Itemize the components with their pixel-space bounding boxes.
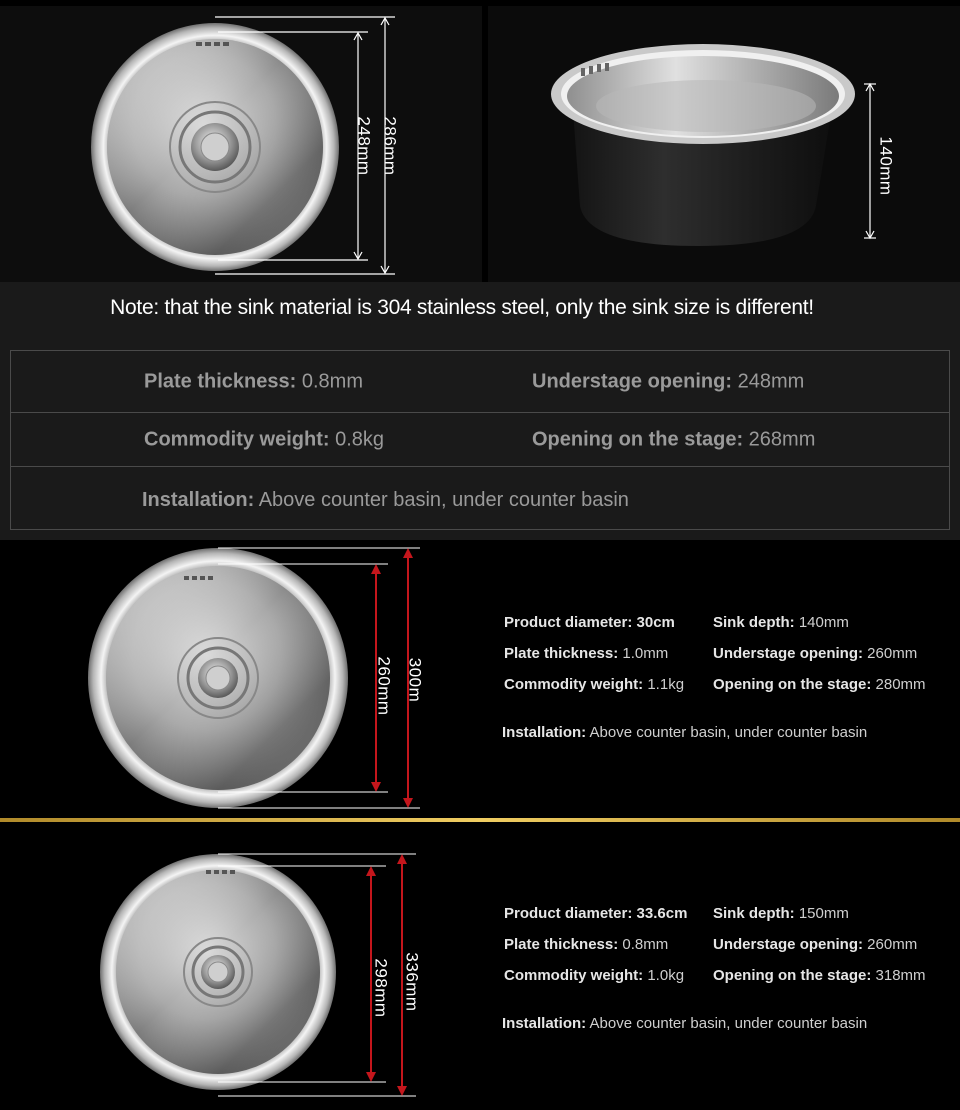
info-plate-thickness	[504, 936, 668, 953]
info-sink-depth	[713, 905, 849, 922]
info-commodity-weight	[504, 967, 684, 984]
sink-bowl-illustration	[88, 548, 348, 808]
material-note: Note: that the sink material is 304 stainless steel, only the sink size is different!	[110, 296, 814, 319]
info-key: Understage opening:	[713, 936, 864, 953]
spec-value: 0.8mm	[296, 370, 363, 392]
info-value: 0.8mm	[618, 936, 669, 953]
inner-diameter-label: 260mm	[374, 656, 394, 716]
info-understage-opening	[713, 645, 917, 662]
outer-diameter-label: 300m	[405, 657, 425, 703]
info-value: 1.0mm	[618, 645, 669, 662]
info-value: 140mm	[794, 614, 849, 631]
info-value: 318mm	[871, 967, 926, 984]
spec-key: Installation:	[142, 489, 255, 511]
info-key: Opening on the stage:	[713, 676, 872, 693]
inner-diameter-label: 248mm	[354, 116, 374, 176]
info-value: 260mm	[863, 645, 918, 662]
info-key: Plate thickness:	[504, 645, 619, 662]
top-view-panel	[0, 6, 482, 282]
depth-label: 140mm	[876, 136, 896, 196]
info-understage-opening	[713, 936, 917, 953]
spec-row	[11, 467, 949, 529]
info-key: Opening on the stage:	[713, 967, 872, 984]
info-key: Product diameter:	[504, 905, 633, 922]
info-value: Above counter basin, under counter basin	[586, 724, 868, 741]
info-plate-thickness	[504, 645, 668, 662]
sink-bowl-illustration	[100, 854, 336, 1090]
note-section	[0, 282, 960, 540]
spec-opening-on-stage	[532, 428, 815, 451]
info-installation	[502, 724, 867, 741]
sink-bowl-illustration	[91, 23, 339, 271]
info-key: Commodity weight:	[504, 676, 644, 693]
info-key: Installation:	[502, 724, 587, 741]
spec-row	[11, 351, 949, 413]
info-key: Product diameter:	[504, 614, 633, 631]
info-value: 260mm	[863, 936, 918, 953]
side-view-panel	[488, 6, 960, 282]
info-value: 33.6cm	[632, 905, 688, 922]
sink-top-view-image	[0, 6, 482, 282]
spec-understage-opening	[532, 370, 804, 393]
outer-diameter-label: 336mm	[402, 952, 422, 1012]
product-30cm-section	[0, 540, 960, 820]
info-sink-depth	[713, 614, 849, 631]
info-commodity-weight	[504, 676, 684, 693]
sink-pot-illustration	[551, 44, 855, 246]
spec-commodity-weight	[144, 428, 384, 451]
info-key: Sink depth:	[713, 614, 795, 631]
info-key: Understage opening:	[713, 645, 864, 662]
info-product-diameter	[504, 905, 687, 922]
info-key: Commodity weight:	[504, 967, 644, 984]
info-value: 280mm	[871, 676, 926, 693]
sink-30cm-image	[0, 540, 470, 820]
info-value: 30cm	[632, 614, 675, 631]
inner-diameter-label: 298mm	[371, 958, 391, 1018]
info-opening-on-stage	[713, 967, 926, 984]
info-key: Sink depth:	[713, 905, 795, 922]
spec-key: Opening on the stage:	[532, 428, 744, 450]
info-installation	[502, 1015, 867, 1032]
info-value: 1.1kg	[643, 676, 685, 693]
spec-table	[10, 350, 950, 530]
spec-value: Above counter basin, under counter basin	[254, 489, 629, 511]
info-value: Above counter basin, under counter basin	[586, 1015, 868, 1032]
spec-value: 0.8kg	[329, 428, 385, 450]
spec-installation	[142, 489, 629, 512]
spec-key: Commodity weight:	[144, 428, 330, 450]
spec-key: Plate thickness:	[144, 370, 297, 392]
spec-value: 268mm	[743, 428, 816, 450]
spec-row	[11, 413, 949, 467]
info-key: Plate thickness:	[504, 936, 619, 953]
info-product-diameter	[504, 614, 675, 631]
outer-diameter-label: 286mm	[380, 116, 400, 176]
info-value: 150mm	[794, 905, 849, 922]
info-value: 1.0kg	[643, 967, 685, 984]
info-opening-on-stage	[713, 676, 926, 693]
spec-value: 248mm	[732, 370, 805, 392]
spec-plate-thickness	[144, 370, 363, 393]
product-33cm-section	[0, 822, 960, 1110]
dimension-line-depth	[864, 84, 876, 238]
info-key: Installation:	[502, 1015, 587, 1032]
sink-33cm-image	[0, 822, 470, 1110]
spec-key: Understage opening:	[532, 370, 733, 392]
